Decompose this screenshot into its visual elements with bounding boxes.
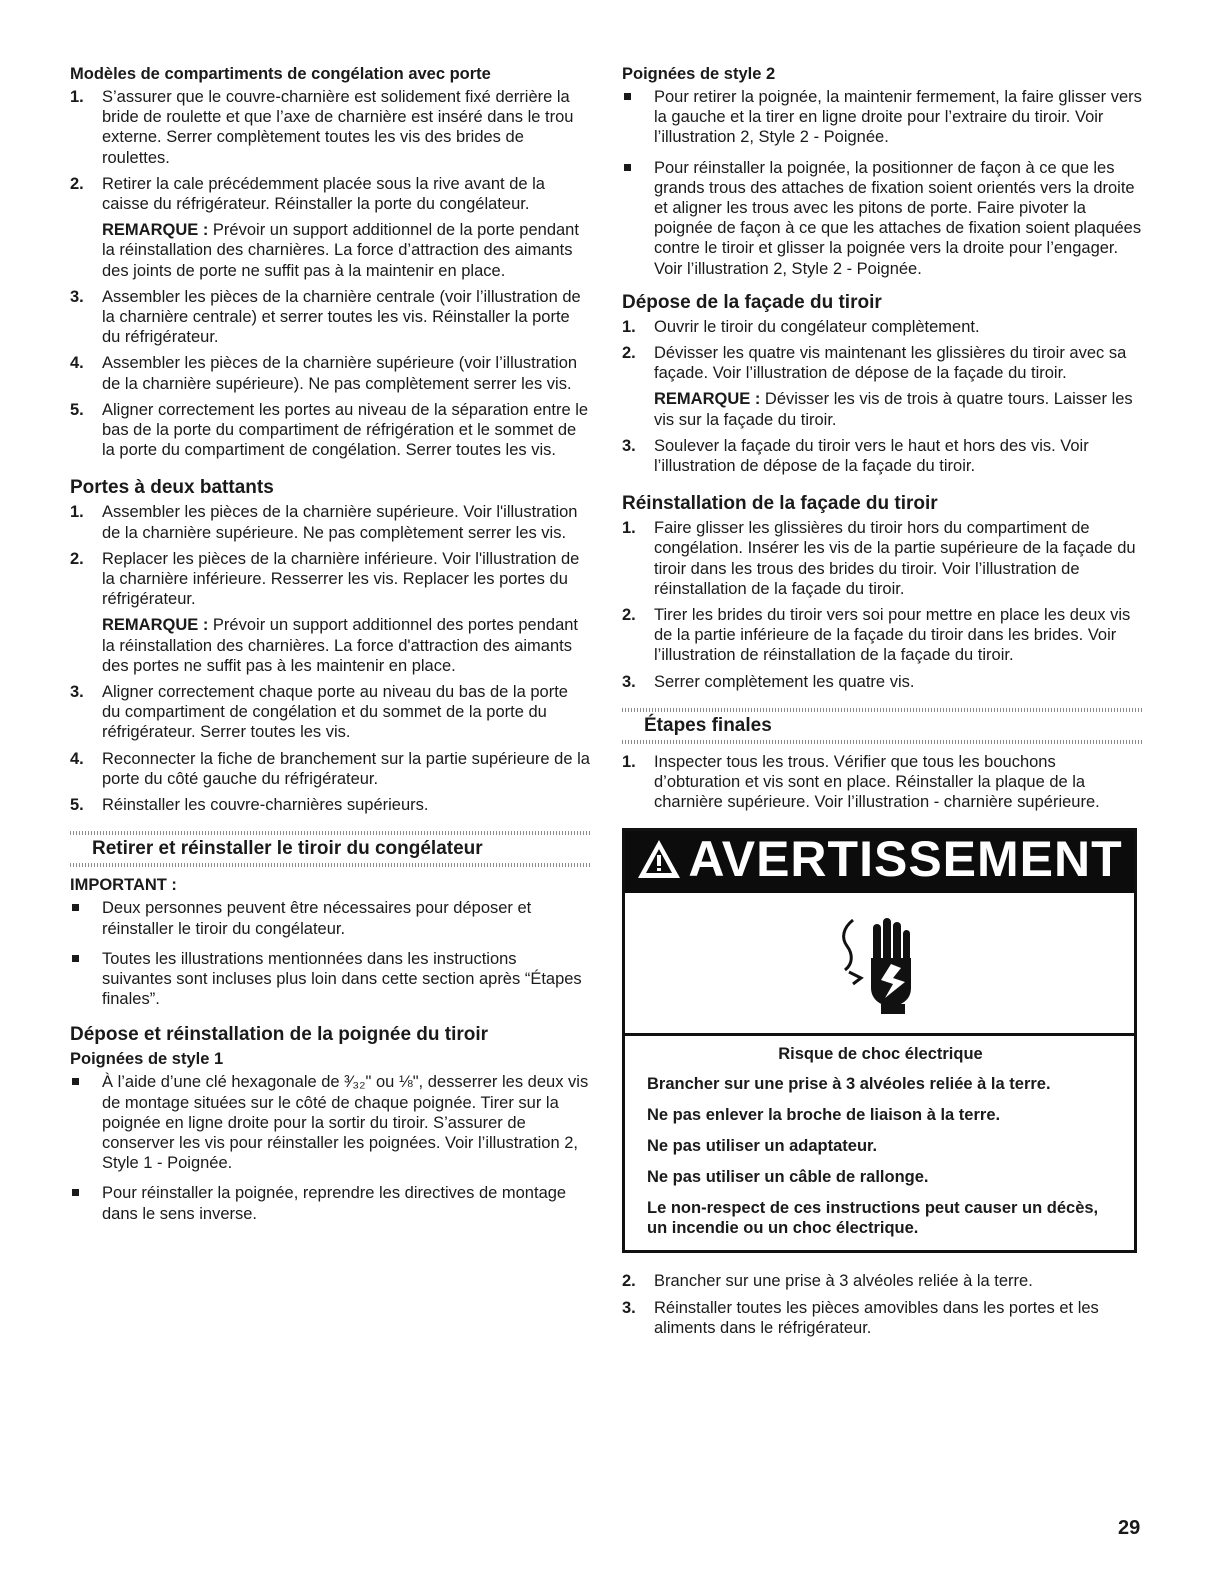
bullet-icon xyxy=(72,955,79,962)
warning-box xyxy=(622,828,1137,1253)
style-1-list xyxy=(70,1072,590,1223)
warning-header xyxy=(625,831,1134,893)
list-item: 1. Ouvrir le tiroir du congélateur complètement. xyxy=(622,317,980,336)
section-banner-freezer-drawer: Retirer et réinstaller le tiroir du congélateur xyxy=(70,831,590,867)
list-item: 1. Inspecter tous les trous. Vérifier que tous les bouchons d’obturation et vis sont en place. Réinstaller la plaque de la charnière supérieure. Voir l’illustration - charnière supérieure. xyxy=(622,752,1100,812)
note: REMARQUE : Prévoir un support additionnel de la porte pendant la réinstallation des charnières. La force d’attraction des aimants des joints de porte ne suffit pas à la maintenir en place. xyxy=(102,221,579,280)
list-item: 3. Assembler les pièces de la charnière centrale (voir l’illustration de la charnière centrale) et serrer toutes les vis. Réinstaller la porte du réfrigérateur. xyxy=(70,287,581,347)
bullet-icon xyxy=(72,1078,79,1085)
important-heading: IMPORTANT : xyxy=(70,876,177,895)
section-title-double-doors: Portes à deux battants xyxy=(70,477,274,499)
warning-risk: Risque de choc électrique xyxy=(778,1045,983,1064)
page-number: 29 xyxy=(1118,1517,1141,1539)
list-item: 5. Aligner correctement les portes au niveau de la séparation entre le bas de la porte du compartiment de réfrigération et le sommet de la porte du compartiment de congélation. Serrer toutes les vis. xyxy=(70,400,589,460)
list-item: 2. Tirer les brides du tiroir vers soi pour mettre en place les deux vis de la partie inférieure de la façade du tiroir dans les brides. Voir l’illustration de réinstallation de la façade du tiroir. xyxy=(622,606,1131,665)
list-item: 3. Aligner correctement chaque porte au niveau du bas de la porte du compartiment de congélation et du sommet de la porte du réfrigérateur. Serrer toutes les vis. xyxy=(70,683,568,742)
steps-drawer-front-reinstall xyxy=(622,518,1142,692)
list-item: 3. Soulever la façade du tiroir vers le haut et hors des vis. Voir l’illustration de dépose de la façade du tiroir. xyxy=(622,436,1089,476)
list-item: Pour réinstaller la poignée, reprendre les directives de montage dans le sens inverse. xyxy=(70,1183,590,1223)
bullet-icon xyxy=(624,164,631,171)
list-item: 2. Replacer les pièces de la charnière inférieure. Voir l'illustration de la charnière inférieure. Resserrer les vis. Replacer les portes du réfrigérateur. REMARQUE : Prévoir un support additionnel des portes pendant la réinstallation des charnières. La force d'attraction des aimants des portes ne suffit pas à les maintenir en place. xyxy=(70,549,590,676)
left-column xyxy=(70,64,590,1234)
list-item: 5. Réinstaller les couvre-charnières supérieurs. xyxy=(70,796,429,815)
list-item: 1. Assembler les pièces de la charnière supérieure. Voir l'illustration de la charnière supérieure. Ne pas complètement serrer les vis. xyxy=(70,503,578,542)
subsection-title-style-1: Poignées de style 1 xyxy=(70,1050,224,1069)
note: REMARQUE : Prévoir un support additionnel des portes pendant la réinstallation des charnières. La force d'attraction des aimants des portes ne suffit pas à les maintenir en place. xyxy=(102,616,579,675)
bullet-icon xyxy=(624,93,631,100)
list-item: 4. Reconnecter la fiche de branchement sur la partie supérieure de la porte du côté gauche du réfrigérateur. xyxy=(70,749,590,788)
electric-shock-hand-icon xyxy=(835,908,925,1018)
warning-line: Ne pas utiliser un câble de rallonge. xyxy=(647,1168,929,1187)
list-item: Pour réinstaller la poignée, la positionner de façon à ce que les grands trous des attaches de fixation soient orientés vers la droite et aligner les trous avec les pitons de porte. Faire pivoter la poignée de façon à ce que les attaches de fixation soient plaquées contre le tiroir et glisser la poignée vers la droite pour l’engager. Voir l’illustration 2, Style 2 - Poignée. xyxy=(622,158,1142,279)
list-item: 3. Réinstaller toutes les pièces amovibles dans les portes et les aliments dans le réfrigérateur. xyxy=(622,1298,1099,1337)
steps-double-doors xyxy=(70,502,590,815)
section-title-drawer-front-reinstall: Réinstallation de la façade du tiroir xyxy=(622,493,938,515)
list-item: Deux personnes peuvent être nécessaires pour déposer et réinstaller le tiroir du congélateur. xyxy=(70,898,590,938)
list-item: À l’aide d’une clé hexagonale de ³⁄₃₂" ou ⅛", desserrer les deux vis de montage situées sur le côté de chaque poignée. Tirer sur la poignée en ligne droite pour la sortir du tiroir. S’assurer de conserver les vis pour réinstaller les poignées. Voir l’illustration 2, Style 1 - Poignée. xyxy=(70,1072,590,1173)
important-list xyxy=(70,898,590,1009)
list-item: 1. S’assurer que le couvre-charnière est solidement fixé derrière la bride de roulette et que l’axe de charnière est inséré dans le trou externe. Serrer complètement toutes les vis des brides de roulettes. xyxy=(70,88,574,167)
section-banner-final-steps: Étapes finales xyxy=(622,708,1142,744)
list-item: 2. Dévisser les quatre vis maintenant les glissières du tiroir avec sa façade. Voir l’illustration de dépose de la façade du tiroir. REMARQUE : Dévisser les vis de trois à quatre tours. Laisser les vis sur la façade du tiroir. xyxy=(622,343,1142,430)
section-title-freezer-door-models: Modèles de compartiments de congélation avec porte xyxy=(70,65,491,83)
section-title-drawer-front-removal: Dépose de la façade du tiroir xyxy=(622,291,882,313)
warning-line: Brancher sur une prise à 3 alvéoles reliée à la terre. xyxy=(647,1075,1051,1094)
steps-freezer-door-models xyxy=(70,87,590,460)
right-column xyxy=(622,64,1142,1344)
list-item: Pour retirer la poignée, la maintenir fermement, la faire glisser vers la gauche et la tirer en ligne droite pour l’extraire du tiroir. Voir l’illustration 2, Style 2 - Poignée. xyxy=(622,87,1142,148)
warning-body xyxy=(625,1036,1134,1250)
warning-title: AVERTISSEMENT xyxy=(688,831,1123,888)
warning-pictogram xyxy=(625,893,1134,1036)
list-item: 3. Serrer complètement les quatre vis. xyxy=(622,672,915,691)
section-title-drawer-handle: Dépose et réinstallation de la poignée du tiroir xyxy=(70,1024,489,1046)
list-item: 2. Brancher sur une prise à 3 alvéoles reliée à la terre. xyxy=(622,1272,1033,1291)
warning-line: Ne pas enlever la broche de liaison à la terre. xyxy=(647,1106,1001,1125)
style-2-list xyxy=(622,87,1142,279)
bullet-icon xyxy=(72,904,79,911)
list-item: 4. Assembler les pièces de la charnière supérieure (voir l’illustration de la charnière supérieure). Ne pas complètement serrer les vis. xyxy=(70,354,578,393)
steps-final-a xyxy=(622,752,1142,813)
note: REMARQUE : Dévisser les vis de trois à quatre tours. Laisser les vis sur la façade du tiroir. xyxy=(654,390,1133,429)
warning-line: Ne pas utiliser un adaptateur. xyxy=(647,1137,878,1156)
steps-drawer-front-removal xyxy=(622,317,1142,476)
subsection-title-style-2: Poignées de style 2 xyxy=(622,65,776,83)
warning-triangle-icon xyxy=(636,838,682,880)
list-item: Toutes les illustrations mentionnées dans les instructions suivantes sont incluses plus loin dans cette section après “Étapes finales”. xyxy=(70,949,590,1010)
warning-consequence: Le non-respect de ces instructions peut causer un décès, un incendie ou un choc électrique. xyxy=(647,1199,1099,1238)
list-item: 2. Retirer la cale précédemment placée sous la rive avant de la caisse du réfrigérateur. Réinstaller la porte du congélateur. REMARQUE : Prévoir un support additionnel de la porte pendant la réinstallation des charnières. La force d’attraction des aimants des joints de porte ne suffit pas à la maintenir en place. xyxy=(70,174,590,281)
list-item: 1. Faire glisser les glissières du tiroir hors du compartiment de congélation. Insérer les vis de la partie supérieure de la façade du tiroir dans les trous des brides du tiroir. Voir l’illustration de réinstallation de la façade du tiroir. xyxy=(622,519,1136,598)
bullet-icon xyxy=(72,1189,79,1196)
steps-final-b xyxy=(622,1271,1142,1338)
